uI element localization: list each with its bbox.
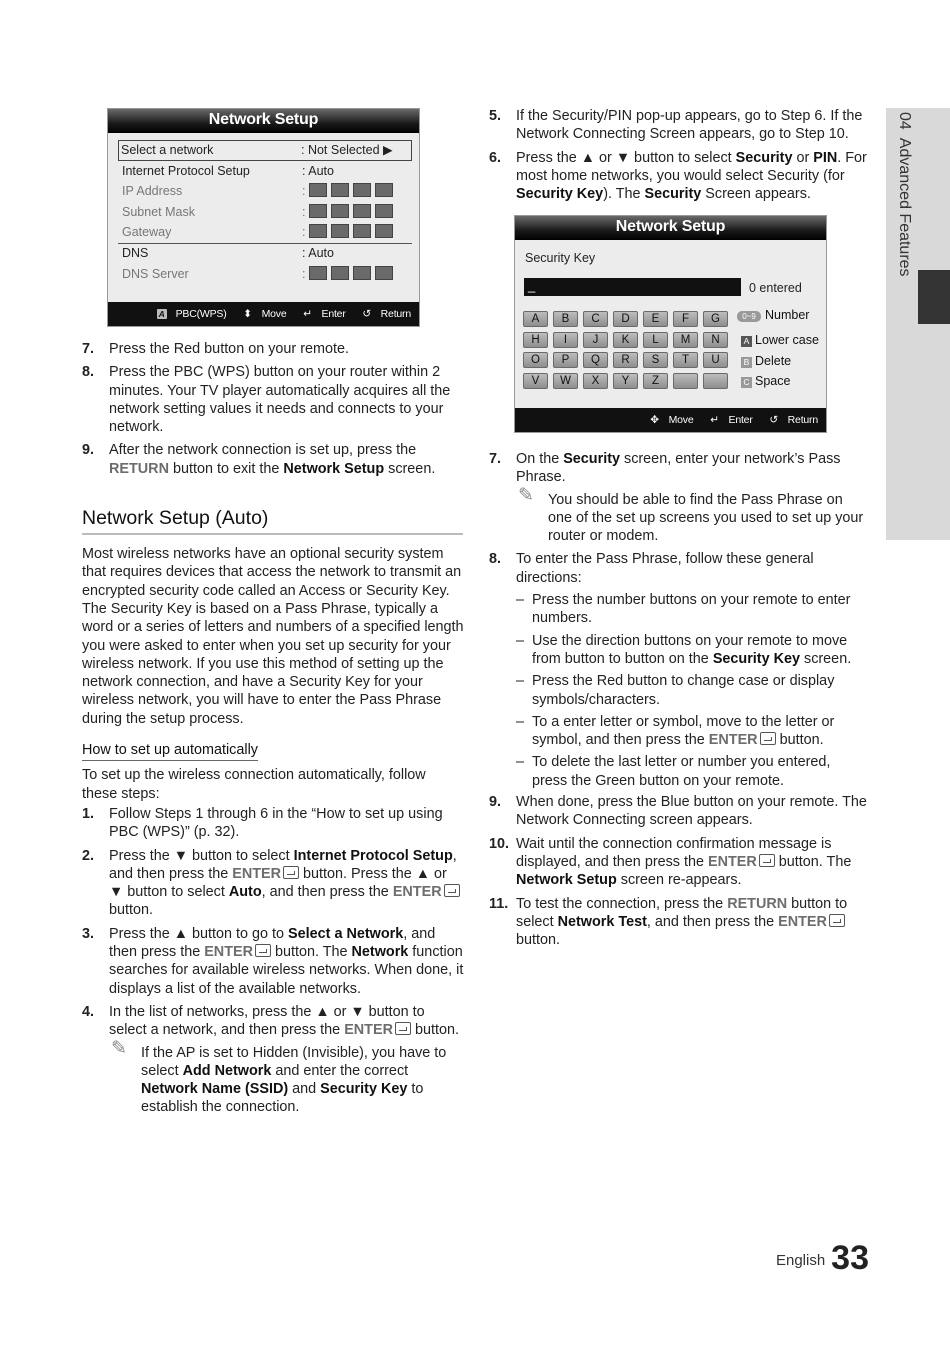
return-icon: ↺ bbox=[362, 308, 371, 320]
row-value: : bbox=[302, 202, 397, 222]
key-v[interactable]: V bbox=[523, 373, 548, 389]
key-n[interactable]: N bbox=[703, 332, 728, 348]
key-d[interactable]: D bbox=[613, 311, 638, 327]
subsection-intro: To set up the wireless connection automatically, follow these steps: bbox=[82, 767, 426, 802]
row-dns[interactable] bbox=[120, 243, 412, 263]
step-10: 10. Wait until the connection confirmation message is displayed, and then press the ENTER button. The Network Setup screen re-appears. bbox=[489, 835, 852, 889]
row-dns-server bbox=[120, 264, 412, 284]
updown-icon: ⬍ bbox=[243, 308, 252, 320]
footer-language: English bbox=[775, 1252, 826, 1269]
enter-icon: ↵ bbox=[710, 414, 719, 426]
chapter-tab-marker bbox=[918, 270, 950, 324]
right-column-bottom bbox=[489, 450, 867, 949]
arrows-icon: ✥ bbox=[650, 414, 659, 426]
step-4: 4. In the list of networks, press the ▲ or ▼ button to select a network, and then press the ENTER button. ✎ If the AP is set to Hidden (Invisible), you have to select Add Network and enter the correct Network Name (SSID) and Security Key to establish the connection. bbox=[82, 1003, 464, 1117]
enter-hint: ↵ Enter bbox=[303, 308, 346, 320]
row-label: Internet Protocol Setup bbox=[122, 164, 250, 178]
step-9b: 9. When done, press the Blue button on your remote. The Network Connecting screen appears. bbox=[489, 794, 867, 829]
section-heading: Network Setup (Auto) bbox=[82, 505, 463, 535]
direction-1: – Press the number buttons on your remote to enter numbers. bbox=[516, 592, 851, 627]
c-key-icon: C bbox=[741, 377, 752, 388]
enter-icon: ↵ bbox=[303, 308, 312, 320]
row-label: Gateway bbox=[122, 225, 172, 239]
key-o[interactable]: O bbox=[523, 352, 548, 368]
return-icon: ↺ bbox=[769, 414, 778, 426]
section-intro: Most wireless networks have an optional security system that requires devices that access the network to transmit an encrypted security code called an Access or Security Key. The Security Key is based on a Pass Phrase, typically a word or a series of letters and numbers of a specified length you were asked to enter when you set up security for your wireless network. If you use this method of setting up the network connection, and have a Security Key for your wireless network, you will have to enter the Pass Phrase during the setup process. bbox=[82, 546, 464, 727]
key-blank-6[interactable] bbox=[703, 373, 728, 389]
enter-icon bbox=[759, 854, 775, 867]
row-label: DNS Server bbox=[122, 267, 189, 281]
row-subnet-mask bbox=[120, 202, 412, 222]
screen-title: Network Setup bbox=[515, 216, 826, 240]
key-g[interactable]: G bbox=[703, 311, 728, 327]
step-5: 5. If the Security/PIN pop-up appears, go to Step 6. If the Network Connecting Screen appears, go to Step 10. bbox=[489, 108, 863, 143]
key-s[interactable]: S bbox=[643, 352, 668, 368]
key-z[interactable]: Z bbox=[643, 373, 668, 389]
step-3: 3. Press the ▲ button to go to Select a Network, and then press the ENTER button. The Network function searches for available wireless networks. When done, it displays a list of the available networks. bbox=[82, 925, 464, 997]
key-x[interactable]: X bbox=[583, 373, 608, 389]
enter-icon bbox=[444, 884, 460, 897]
entered-count: 0 entered bbox=[749, 281, 802, 295]
key-l[interactable]: L bbox=[643, 332, 668, 348]
key-c[interactable]: C bbox=[583, 311, 608, 327]
row-label: Subnet Mask bbox=[122, 205, 195, 219]
row-label: IP Address bbox=[122, 184, 183, 198]
number-key-icon: 0~9 bbox=[737, 311, 761, 322]
key-t[interactable]: T bbox=[673, 352, 698, 368]
row-gateway bbox=[120, 222, 412, 242]
key-a[interactable]: A bbox=[523, 311, 548, 327]
enter-icon bbox=[255, 944, 271, 957]
pencil-icon: ✎ bbox=[518, 484, 534, 506]
return-hint: ↺ Return bbox=[769, 414, 818, 426]
enter-icon bbox=[829, 914, 845, 927]
option-number[interactable]: 0~9 Number bbox=[737, 307, 809, 323]
row-label: DNS bbox=[122, 246, 149, 260]
row-value: : bbox=[302, 264, 397, 284]
key-k[interactable]: K bbox=[613, 332, 638, 348]
return-hint: ↺ Return bbox=[362, 308, 411, 320]
row-label: Select a network bbox=[121, 143, 214, 157]
a-key-icon: A bbox=[741, 336, 752, 347]
key-r[interactable]: R bbox=[613, 352, 638, 368]
key-m[interactable]: M bbox=[673, 332, 698, 348]
step-7b: 7. On the Security screen, enter your network’s Pass Phrase. ✎ You should be able to find the Pass Phrase on one of the set up screens you used to set up your router or modem. bbox=[489, 450, 867, 545]
key-blank-5[interactable] bbox=[673, 373, 698, 389]
step-6: 6. Press the ▲ or ▼ button to select Security or PIN. For most home networks, you would select Security (for Security Key). The Security Screen appears. bbox=[489, 149, 867, 203]
security-key-input[interactable]: _ bbox=[524, 278, 741, 296]
note-pass-phrase: ✎ You should be able to find the Pass Phrase on one of the set up screens you used to set up your router or modem. bbox=[518, 484, 864, 545]
auto-steps bbox=[82, 805, 464, 1117]
row-value: : bbox=[302, 181, 397, 201]
key-e[interactable]: E bbox=[643, 311, 668, 327]
option-lower-case[interactable]: A Lower case bbox=[741, 332, 819, 348]
step-1: 1. Follow Steps 1 through 6 in the “How to set up using PBC (WPS)” (p. 32). bbox=[82, 805, 443, 841]
key-w[interactable]: W bbox=[553, 373, 578, 389]
key-u[interactable]: U bbox=[703, 352, 728, 368]
note-hidden-ap: ✎ If the AP is set to Hidden (Invisible), you have to select Add Network and enter the correct Network Name (SSID) and Security Key to establish the connection. bbox=[111, 1037, 447, 1116]
move-hint: ⬍ Move bbox=[243, 308, 287, 320]
row-value: : Auto bbox=[302, 164, 334, 178]
key-p[interactable]: P bbox=[553, 352, 578, 368]
option-delete[interactable]: B Delete bbox=[741, 353, 791, 369]
key-j[interactable]: J bbox=[583, 332, 608, 348]
row-value: : Auto bbox=[302, 246, 334, 260]
network-setup-screen bbox=[107, 108, 420, 327]
left-column bbox=[82, 340, 464, 1117]
step-7: 7. Press the Red button on your remote. bbox=[82, 341, 349, 357]
b-key-icon: B bbox=[741, 357, 752, 368]
step-8: 8. Press the PBC (WPS) button on your router within 2 minutes. Your TV player automatically acquires all the network setting values it needs and connects to your network. bbox=[82, 364, 451, 436]
row-value: : bbox=[302, 222, 397, 242]
row-ip-setup[interactable] bbox=[120, 161, 412, 181]
enter-icon bbox=[395, 1022, 411, 1035]
a-key-icon: A bbox=[158, 309, 165, 319]
key-f[interactable]: F bbox=[673, 311, 698, 327]
direction-2: – Use the direction buttons on your remote to move from button to button on the Security Key screen. bbox=[516, 632, 852, 667]
screen-title: Network Setup bbox=[108, 109, 419, 133]
key-i[interactable]: I bbox=[553, 332, 578, 348]
screen-footer bbox=[108, 302, 419, 326]
direction-5: – To delete the last letter or number you entered, press the Green button on your remote. bbox=[516, 754, 831, 789]
page-number: 33 bbox=[831, 1239, 869, 1277]
right-column-top bbox=[489, 107, 867, 203]
direction-3: – Press the Red button to change case or display symbols/characters. bbox=[516, 673, 835, 708]
option-space[interactable]: C Space bbox=[741, 373, 790, 389]
subheading: How to set up automatically bbox=[82, 741, 258, 761]
screen-footer bbox=[515, 408, 826, 432]
security-key-label: Security Key bbox=[525, 251, 596, 265]
row-select-network[interactable] bbox=[118, 140, 412, 161]
step-2: 2. Press the ▼ button to select Internet Protocol Setup, and then press the ENTER button. Press the ▲ or ▼ button to select Auto, and then press the ENTER button. bbox=[82, 847, 464, 920]
key-y[interactable]: Y bbox=[613, 373, 638, 389]
direction-4: – To a enter letter or symbol, move to the letter or symbol, and then press the ENTER button. bbox=[516, 713, 835, 749]
enter-icon bbox=[283, 866, 299, 879]
move-hint: ✥ Move bbox=[650, 414, 694, 426]
steps-7-9 bbox=[82, 340, 464, 478]
pbc-hint: A PBC(WPS) bbox=[158, 308, 227, 320]
security-key-screen bbox=[514, 215, 827, 433]
step-11: 11. To test the connection, press the RETURN button to select Network Test, and then press the ENTER button. bbox=[489, 895, 848, 949]
enter-icon bbox=[760, 732, 776, 745]
chapter-tab-label: 04 Advanced Features bbox=[896, 112, 913, 277]
directions-list bbox=[516, 591, 867, 790]
page-footer bbox=[776, 1238, 869, 1278]
key-h[interactable]: H bbox=[523, 332, 548, 348]
enter-hint: ↵ Enter bbox=[710, 414, 753, 426]
row-value: : Not Selected ▶ bbox=[301, 143, 393, 157]
step-9: 9. After the network connection is set up, press the RETURN button to exit the Network Setup screen. bbox=[82, 442, 436, 477]
step-8b: 8. To enter the Pass Phrase, follow these general directions: – Press the number buttons on your remote to enter numbers. – Use the direction buttons on your remote to move from button to button on the Security Key screen. – Press the Red button to change case or display symbols/characters. – To a enter letter or symbol, move to the letter or symbol, and then press the ENTER button. – To delete the last letter or number you entered, press the Green button on your remote. bbox=[489, 550, 867, 790]
row-ip-address bbox=[120, 181, 412, 201]
key-q[interactable]: Q bbox=[583, 352, 608, 368]
key-b[interactable]: B bbox=[553, 311, 578, 327]
pencil-icon: ✎ bbox=[111, 1037, 127, 1059]
